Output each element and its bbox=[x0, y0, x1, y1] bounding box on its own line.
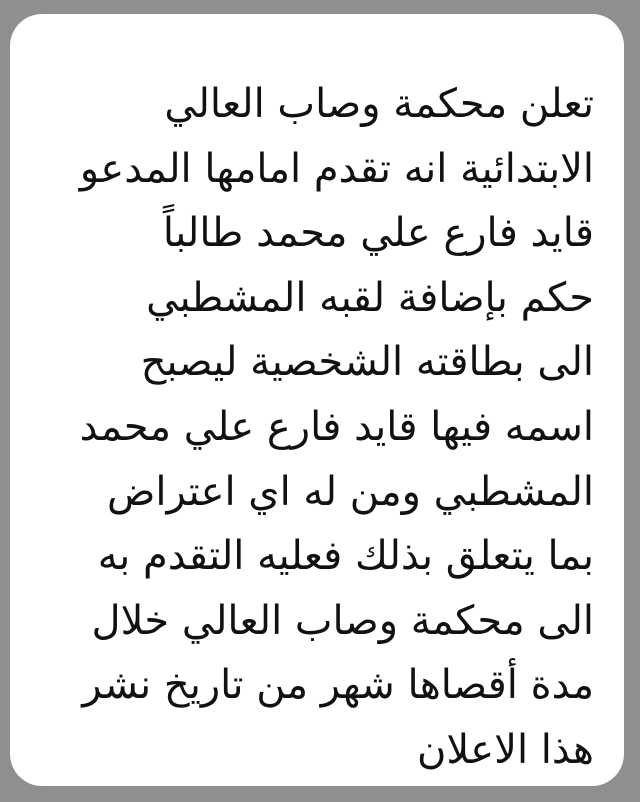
notice-line-7: المشطبي ومن له اي اعتراض bbox=[106, 468, 594, 515]
notice-line-6: اسمه فيها قايد فارع علي محمد bbox=[79, 403, 594, 450]
notice-line-9: الى محكمة وصاب العالي خلال bbox=[91, 597, 594, 644]
notice-line-8: بما يتعلق بذلك فعليه التقدم به bbox=[97, 533, 594, 580]
notice-line-4: حكم بإضافة لقبه المشطبي bbox=[146, 274, 594, 321]
notice-text bbox=[20, 72, 594, 783]
notice-line-10: مدة أقصاها شهر من تاريخ نشر bbox=[82, 662, 594, 709]
notice-line-2: الابتدائية انه تقدم امامها المدعو bbox=[79, 145, 594, 192]
notice-line-5: الى بطاقته الشخصية ليصبح bbox=[140, 339, 594, 386]
notice-line-3: قايد فارع علي محمد طالباً bbox=[162, 210, 594, 257]
notice-line-1: تعلن محكمة وصاب العالي bbox=[164, 81, 594, 127]
notice-line-11: هذا الاعلان bbox=[417, 726, 594, 773]
notice-card bbox=[10, 14, 624, 786]
